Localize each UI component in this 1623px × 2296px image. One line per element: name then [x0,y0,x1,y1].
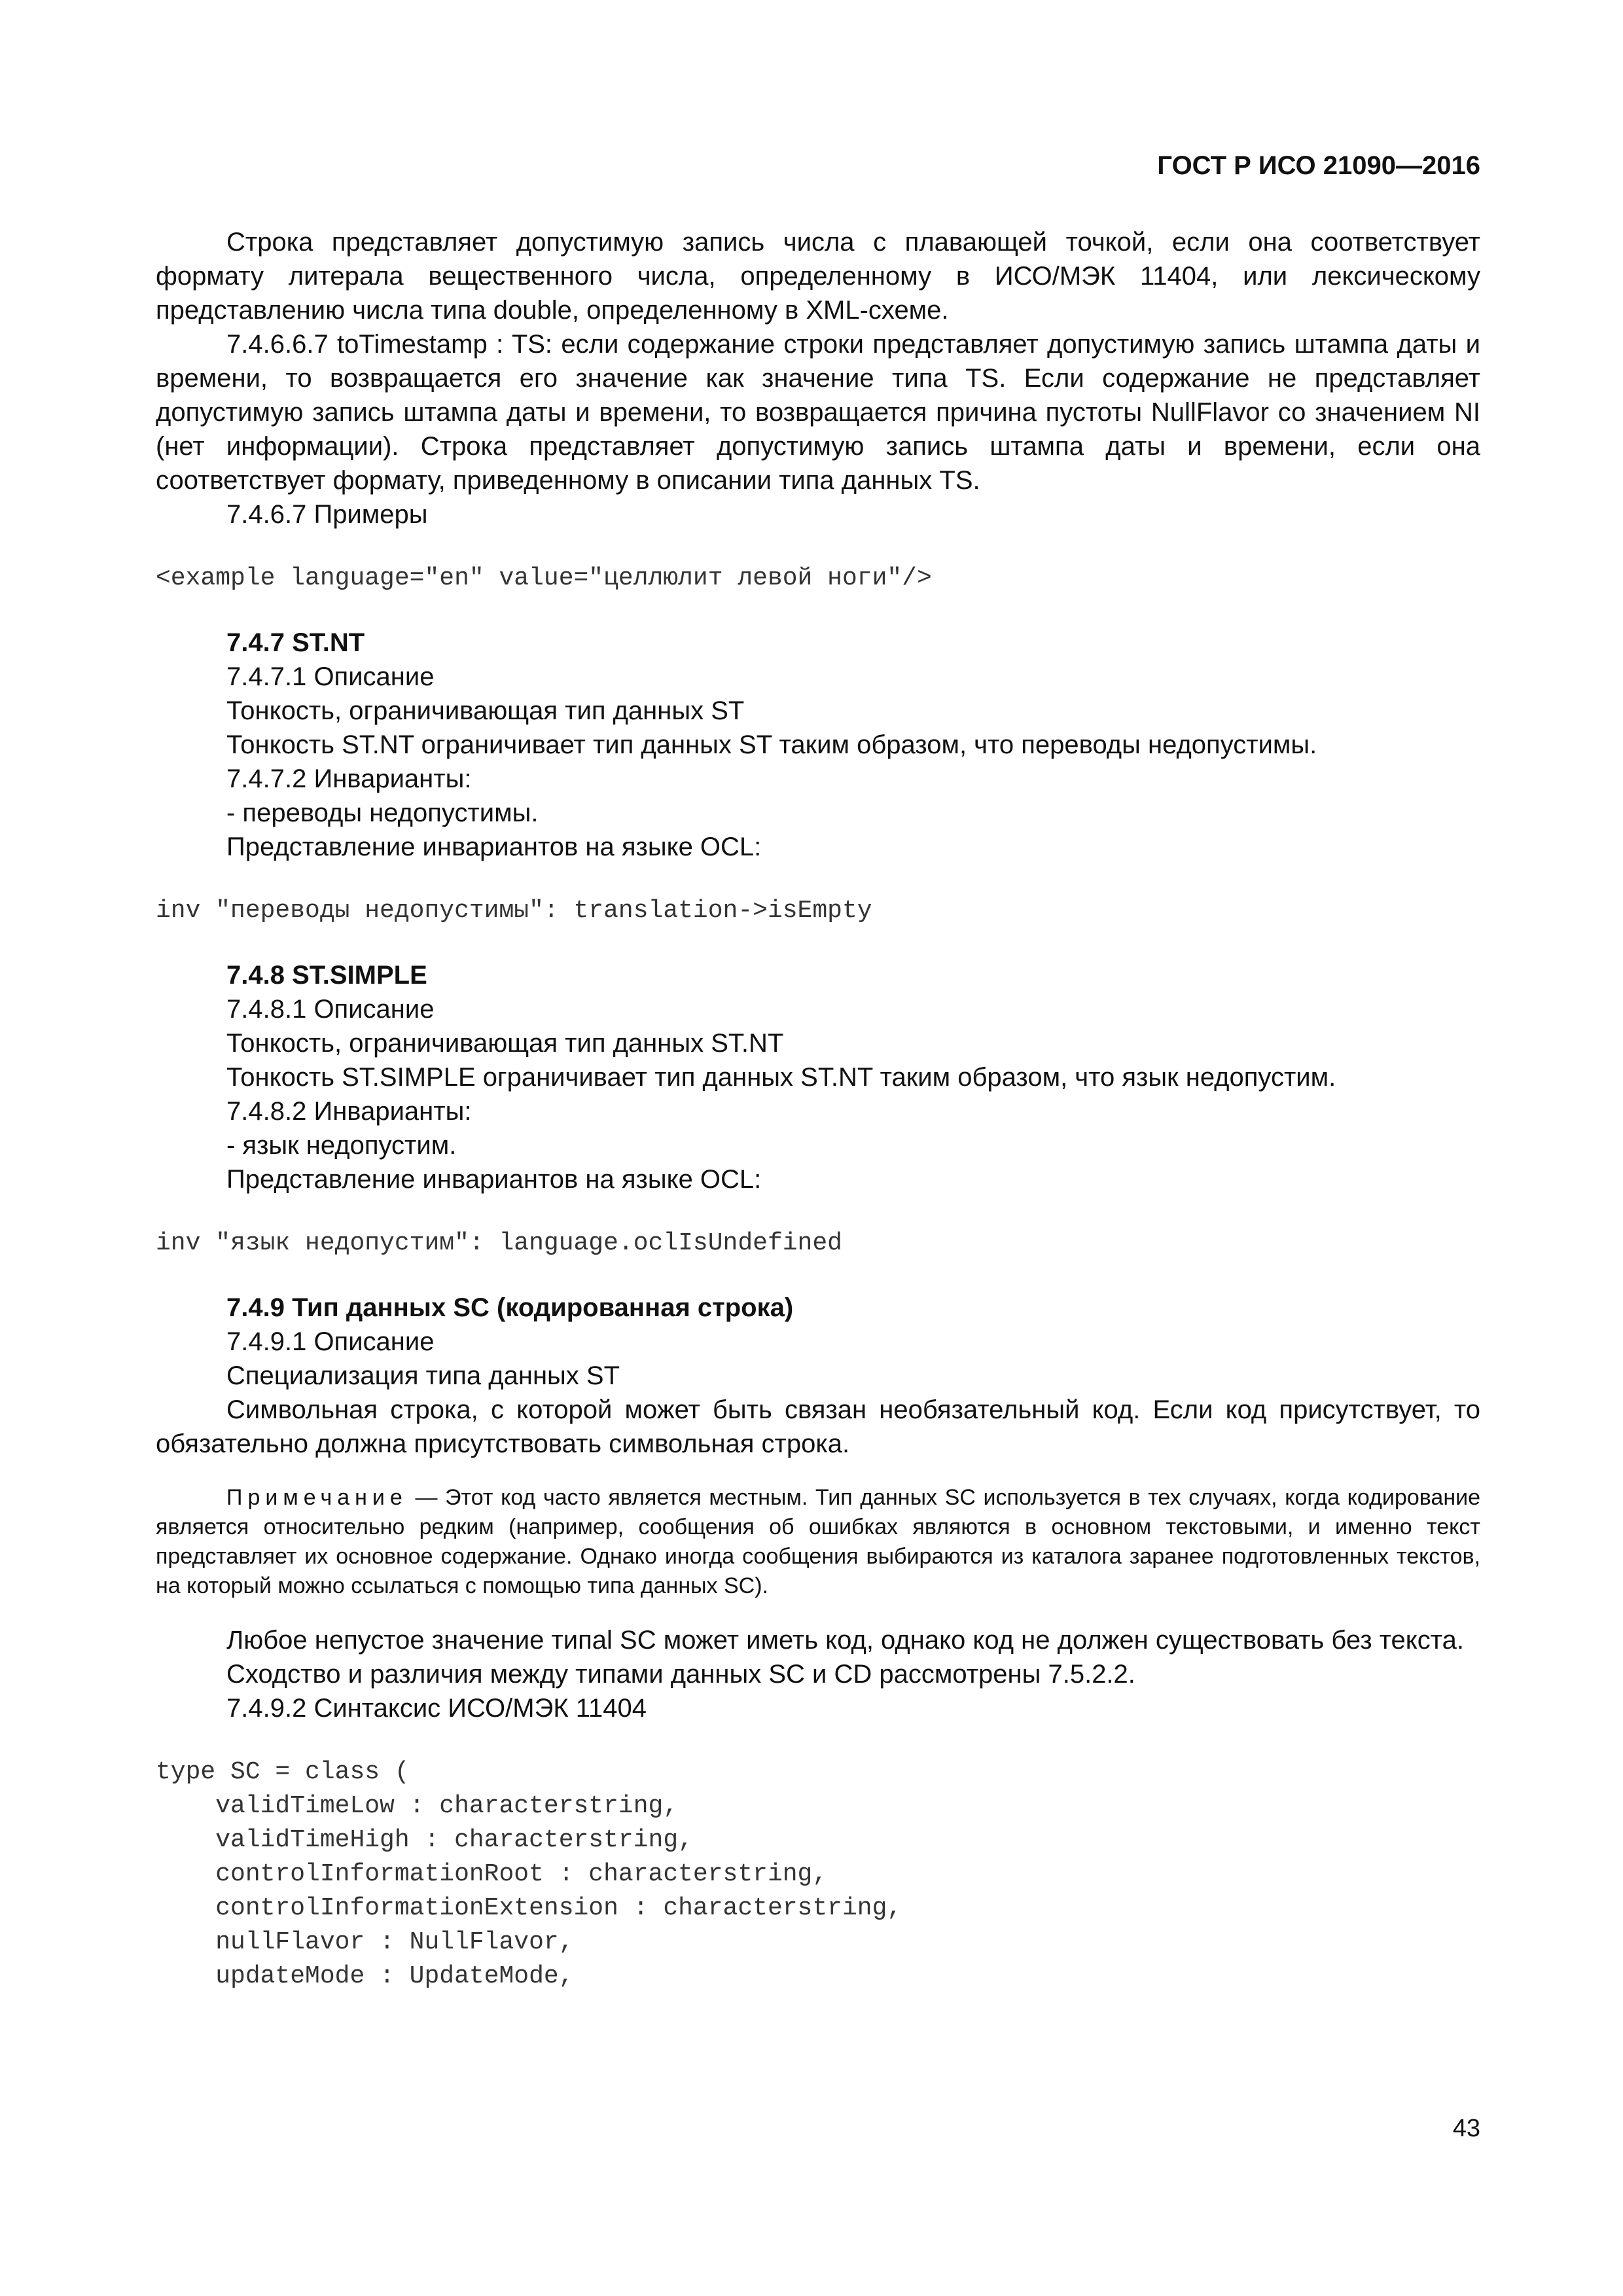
section-heading-sc: 7.4.9 Тип данных SC (кодированная строка) [226,1293,794,1322]
paragraph: Представление инвариантов на языке OCL: [226,833,762,861]
page-number: 43 [1452,2115,1480,2142]
paragraph: Представление инвариантов на языке OCL: [226,1165,762,1194]
subsection-description: 7.4.7.1 Описание [226,662,435,691]
list-item: - переводы недопустимы. [226,798,539,827]
code-example: <example language="en" value="целлюлит левой ноги"/> [156,564,932,592]
subsection-invariants: 7.4.8.2 Инварианты: [226,1097,472,1126]
paragraph: Тонкость ST.NT ограничивает тип данных ST таким образом, что переводы недопустимы. [226,730,1317,759]
subsection-description: 7.4.8.1 Описание [226,995,435,1024]
code-ocl-invariant: inv "язык недопустим": language.oclIsUndefined [156,1229,842,1257]
paragraph: Сходство и различия между типами данных SC и CD рассмотрены 7.5.2.2. [226,1660,1135,1689]
list-item: - язык недопустим. [226,1131,457,1160]
subsection-examples: 7.4.6.7 Примеры [226,500,428,529]
section-heading-st-nt: 7.4.7 ST.NT [226,628,365,657]
code-sc-class-definition: type SC = class ( validTimeLow : characterstring, validTimeHigh : characterstring, controlInformationRoot : characterstring, controlInformationExtension : characterstring, nullFlavor : NullFlavor, updateMode : UpdateMode, [156,1758,902,1990]
paragraph: Тонкость ST.SIMPLE ограничивает тип данных ST.NT таким образом, что язык недопустим. [226,1063,1336,1092]
paragraph: Символьная строка, с которой может быть связан необязательный код. Если код присутствует, то обязательно должна присутствовать символьная строка. [156,1395,1480,1458]
paragraph: Любое непустое значение типаl SC может иметь код, однако код не должен существовать без текста. [226,1626,1464,1655]
subsection-syntax: 7.4.9.2 Синтаксис ИСО/МЭК 11404 [226,1694,647,1723]
paragraph: Тонкость, ограничивающая тип данных ST.NT [226,1029,784,1058]
paragraph: Специализация типа данных ST [226,1361,620,1390]
paragraph-totimestamp: 7.4.6.6.7 toTimestamp : TS: если содержание строки представляет допустимую запись штампа даты и времени, то возвращается его значение как значение типа TS. Если содержание не представляет допустимую запись штампа даты и времени, то возвращается причина пустоты NullFlavor со значением NI (нет информации). Строка представляет допустимую запись штампа даты и времени, если она соответствует формату, приведенному в описании типа данных TS. [156,330,1480,495]
code-ocl-invariant: inv "переводы недопустимы": translation->isEmpty [156,897,872,925]
subsection-description: 7.4.9.1 Описание [226,1327,435,1356]
page-header-standard-title: ГОСТ Р ИСО 21090—2016 [1157,151,1480,180]
note-text: — Этот код часто является местным. Тип данных SC используется в тех случаях, когда кодирование является относительно редким (например, сообщения об ошибках являются в основном текстовыми, и именно текст представляет их основное содержание. Однако иногда сообщения выбираются из каталога заранее подготовленных текстов, на который можно ссылаться с помощью типа данных SC). [156,1485,1480,1598]
subsection-invariants: 7.4.7.2 Инварианты: [226,764,472,793]
paragraph-float-format: Строка представляет допустимую запись числа с плавающей точкой, если она соответствует формату литерала вещественного числа, определенному в ИСО/МЭК 11404, или лексическому представлению числа типа double, определенному в XML-схеме. [156,228,1480,325]
section-heading-st-simple: 7.4.8 ST.SIMPLE [226,961,427,990]
page-body [156,148,1480,1994]
paragraph: Тонкость, ограничивающая тип данных ST [226,696,745,725]
note [156,1483,1480,1601]
note-label: Примечание [226,1485,408,1510]
